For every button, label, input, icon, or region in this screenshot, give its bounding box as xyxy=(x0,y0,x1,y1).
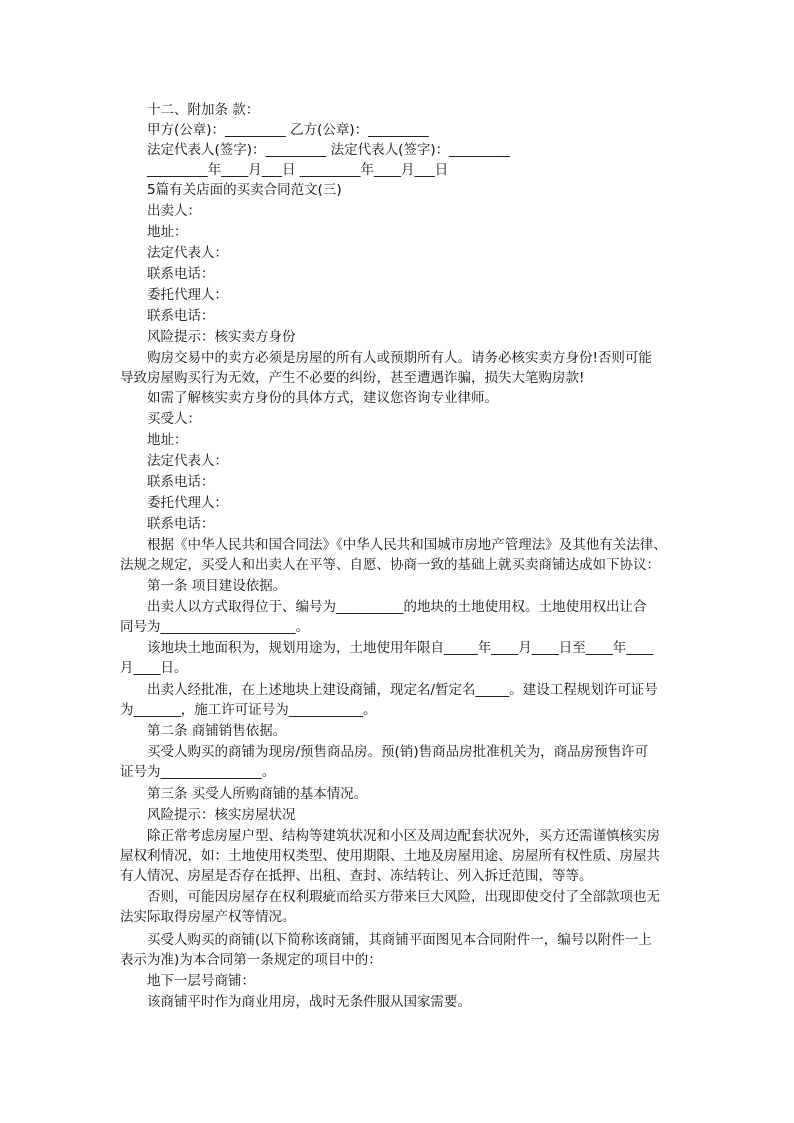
text-line: 除正常考虑房屋户型、结构等建筑状况和小区及周边配套状况外，买方还需谨慎核实房 xyxy=(147,828,660,844)
text-line: 联系电话： xyxy=(147,308,215,324)
section-title: 5篇有关店面的买卖合同范文(三) xyxy=(147,182,342,198)
text-line: 买受人购买的商铺为现房/预售商品房。预(销)售商品房批准机关为，商品房预售许可 xyxy=(147,744,649,760)
article-heading: 第二条 商铺销售依据。 xyxy=(147,723,287,739)
text-line: 为_______，施工许可证号为___________。 xyxy=(120,702,377,718)
text-line: 委托代理人： xyxy=(147,287,228,303)
text-line: 十二、附加条 款： xyxy=(147,102,260,118)
text-line: 根据《中华人民共和国合同法》《中华人民共和国城市房地产管理法》及其他有关法律、 xyxy=(147,537,667,553)
text-line: 甲方(公章)：_________ 乙方(公章)：_________ xyxy=(147,122,429,138)
text-line: 联系电话： xyxy=(147,474,215,490)
text-line: 买受人： xyxy=(147,411,201,427)
text-line: 购房交易中的卖方必须是房屋的所有人或预期所有人。请务必核实卖方身份!否则可能 xyxy=(147,350,652,366)
text-line: 联系电话： xyxy=(147,266,215,282)
text-line: 有人情况、房屋是否存在抵押、出租、查封、冻结转让、列入拆迁范围，等等。 xyxy=(120,868,593,884)
text-line: 月____日。 xyxy=(120,660,188,676)
article-heading: 第一条 项目建设依据。 xyxy=(147,578,287,594)
text-line: 地址： xyxy=(147,224,188,240)
text-line: 否则，可能因房屋存在权利瑕疵而给买方带来巨大风险，出现即使交付了全部款项也无 xyxy=(147,889,660,905)
text-line: 屋权利情况，如：土地使用权类型、使用期限、土地及房屋用途、房屋所有权性质、房屋共 xyxy=(120,848,660,864)
text-line: 出卖人以方式取得位于、编号为__________的地块的土地使用权。土地使用权出让合 xyxy=(147,599,647,615)
text-line: 地址： xyxy=(147,432,188,448)
text-line: 买受人购买的商铺(以下简称该商铺，其商铺平面图见本合同附件一，编号以附件一上 xyxy=(147,932,652,948)
text-line: 该地块土地面积为，规划用途为，土地使用年限自_____年____月____日至____年____ xyxy=(147,640,654,656)
risk-tip: 风险提示：核实房屋状况 xyxy=(147,807,296,823)
text-line: 联系电话： xyxy=(147,516,215,532)
text-line: _________年____月___日 _________年____月___日 xyxy=(147,162,449,178)
text-line: 法实际取得房屋产权等情况。 xyxy=(120,909,296,925)
text-line: 同号为____________________。 xyxy=(120,619,309,635)
text-line: 法定代表人： xyxy=(147,453,228,469)
text-line: 导致房屋购买行为无效，产生不必要的纠纷，甚至遭遇诈骗，损失大笔购房款! xyxy=(120,370,585,386)
text-line: 法定代表人(签字)：_________ 法定代表人(签字)：_________ xyxy=(147,142,510,158)
text-line: 法定代表人： xyxy=(147,245,228,261)
text-line: 委托代理人： xyxy=(147,495,228,511)
text-line: 证号为_______________。 xyxy=(120,764,276,780)
text-line: 该商铺平时作为商业用房，战时无条件服从国家需要。 xyxy=(147,994,471,1010)
text-line: 法规之规定，买受人和出卖人在平等、自愿、协商一致的基础上就买卖商铺达成如下协议： xyxy=(120,557,660,573)
text-line: 地下一层号商铺： xyxy=(147,973,255,989)
text-line: 出卖人： xyxy=(147,203,201,219)
text-line: 表示为准)为本合同第一条规定的项目中的： xyxy=(120,952,382,968)
text-line: 出卖人经批准，在上述地块上建设商铺，现定名/暂定名_____。建设工程规划许可证号 xyxy=(147,682,658,698)
risk-tip: 风险提示：核实卖方身份 xyxy=(147,329,296,345)
article-heading: 第三条 买受人所购商铺的基本情况。 xyxy=(147,786,368,802)
text-line: 如需了解核实卖方身份的具体方式，建议您咨询专业律师。 xyxy=(147,390,498,406)
